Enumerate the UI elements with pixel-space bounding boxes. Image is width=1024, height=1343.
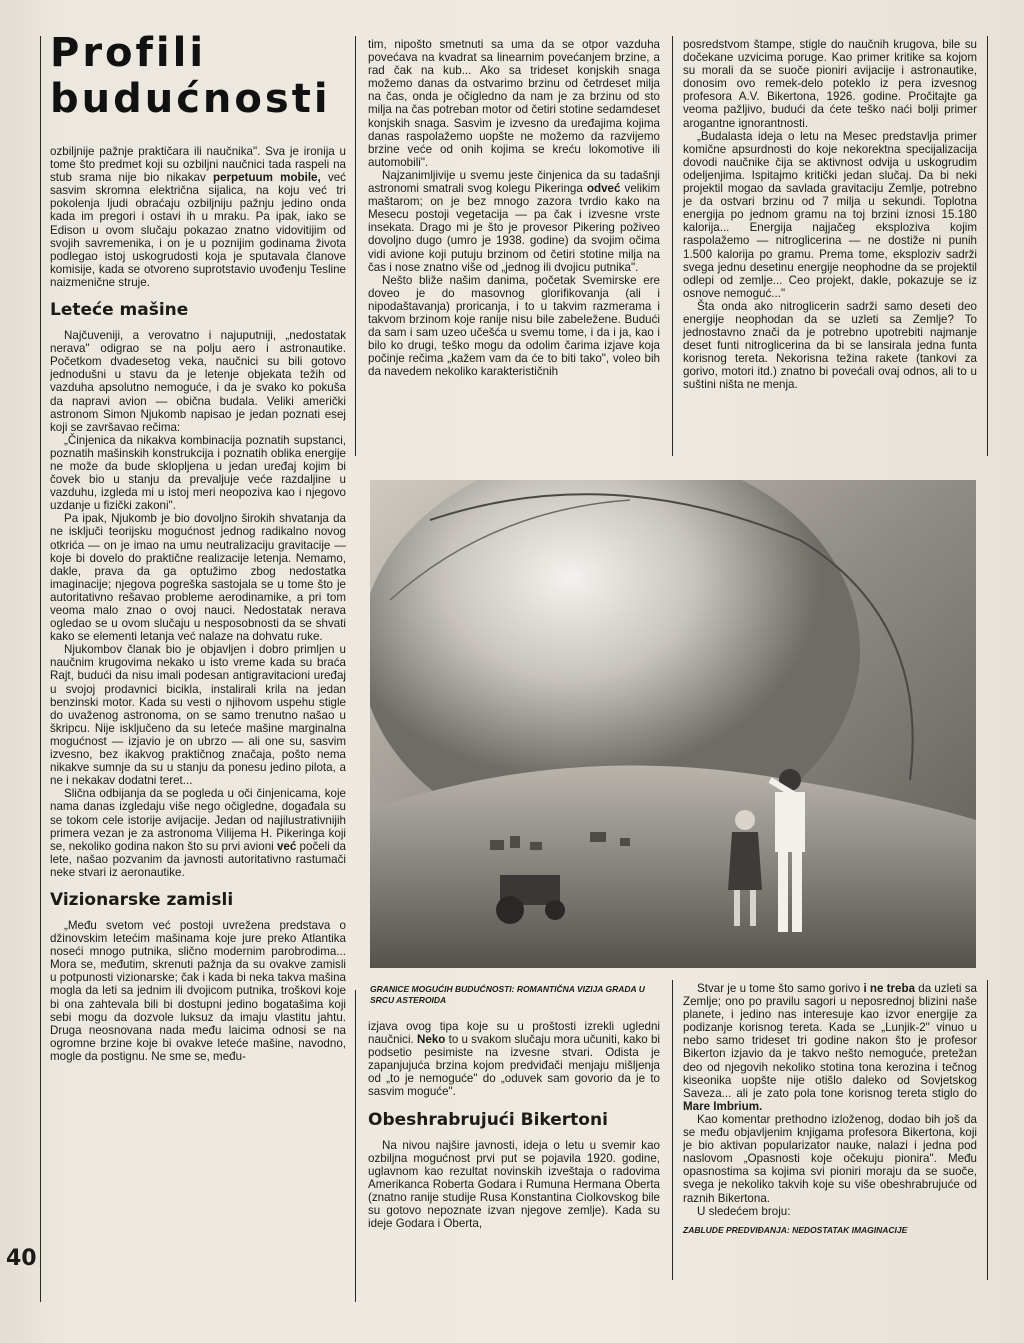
section-heading: Vizionarske zamisli — [50, 889, 234, 910]
column-rule-1b — [355, 990, 356, 1302]
paragraph: „Među svetom već postoji uvrežena predstava o džinovskim letećim mašinama koje jure preko Atlantika noseći mnogo putnika, slično modernim parobrodima... Mora se, međutim, skrenuti pažnja da su ovakve zamisli u potpunosti vizionarske; čak i kada bi neka takva mašina mogla da leti sa jednim ili dvojicom putnika, troškovi koje bi ona zahtevala bili bi dostupni jedino bogatašima koji sebi mogu da dozvole luksuz da imaju vlastitu jahtu. Druga neosnovana nada među laicima odnosi se na ogromne brzine koje bi ovakve leteće mašine, navodno, mogle da postignu. Ne sme se, među- — [50, 918, 346, 1063]
paragraph: „Činjenica da nikakva kombinacija poznatih supstanci, poznatih mašinskih konstrukcija i poznatih oblika energije ne može da bude sklopljena u jedan uređaj kojim bi čovek bio u stanju da prevaljuje veće razdaljine u vazduhu, izgleda mi u istoj meri neopozivа kao i njegovo uzdanje u fizički zakoni". — [50, 433, 346, 513]
text-column-2 — [368, 38, 660, 378]
column-rule-1 — [355, 36, 356, 456]
next-issue-title: ZABLUDE PREDVIĐANJA: NEDOSTATAK IMAGINACIJE — [683, 1224, 908, 1235]
title-line-2: budućnosti — [50, 76, 331, 122]
paragraph: posredstvom štampe, stigle do naučnih krugova, bile su dočekane uzvicima poruge. Kao primer kritike sa kojom su morali da se suoče pioniri avijacije i astronautike, donosim ovo remek-delo poteklo iz pera izvesnog profesora A.V. Bikertona, 1926. godine. Pročitajte ga veoma pažljivo, budući da ćete teško naći bolji primer arogantne ignorantnosti. — [683, 38, 977, 130]
paragraph: U sledećem broju: — [697, 1204, 791, 1218]
column-rule-right — [987, 36, 988, 456]
paragraph: Najčuveniji, a verovatno i najuputniji, „nedostatak nerava" odigrao se na polju aero i astronautike. Početkom dvadesetog veka, naučnici su bili gotovo jednodušni u stavu da je letenje objekata težih od vazduha apsolutno nemoguće, i da je svako ko pokuša da napravi avion — obična budala. Veliki američki astronom Simon Njukomb napisao je jedan poznati esej koji se završavao rečima: — [50, 329, 346, 434]
image-caption: GRANICE MOGUĆIH BUDUĆNOSTI: ROMANTIČNA VIZIJA GRADA U SRCU ASTEROIDA — [370, 984, 645, 1005]
asteroid-city-illustration — [370, 480, 976, 968]
title-line-1: Profili — [50, 30, 207, 76]
paragraph: „Budalasta ideja o letu na Mesec predstavlja primer komične apsurdnosti do koje nekorektna specijalizacija dovodi naučnike čija se aktivnost odvija u uskogrudim odeljenjima. Ispitajmo kritički jedan slučaj. Da bi neki projektil mogao da savlada gravitaciju Zemlje, potrebno je da ostvari brzinu od 7 milja u sekundi. Toplotna energija po jednom gramu na toj brzini iznosi 15.180 kalorija... Energija najjačeg eksploziva kojim raspolažemo — nitroglicerina — ne dostiže ni punih 1.500 kalorija po gramu. Prema tome, eksploziv sadrži svega jednu desetinu energije neophodne da se projektil odlepi od zemlje... Ceo projekt, dakle, pokazuje se iz osnove nemoguć..." — [683, 129, 977, 300]
paragraph: Šta onda ako nitroglicerin sadrži samo deseti deo energije neophodan da se uzleti sa Zemlje? To jednostavno znači da je potrebno upotrebiti najmanje deset funti nitroglicerina da bi se lansirala jedna funta korisnog tereta. Nekorisna težina rakete (tankovi za gorivo, motori itd.) znatno bi povećali ovaj odnos, ali to u suštini ništa ne menja. — [683, 299, 977, 392]
page-number: 40 — [6, 1246, 37, 1271]
text-column-3-bottom — [683, 982, 977, 1237]
column-rule-2 — [672, 36, 673, 456]
paragraph: Njukombov članak bio je objavljen i dobro primljen u naučnim krugovima nekako u isto vreme kada su braća Rajt, budući da nisu imali podesan antigravitacioni uređaj u svojoj prodavnici bicikla, instalirali krila na jedan benzinski motor. Kada su vesti o njihovom uspehu stigle do uvaženog astronoma, on se samo trenutno našao u škripcu. Nije isključeno da su leteće mašine marginalna mogućnost — izjavio je on ubrzo — ali one su, sasvim izvesno, bez ikakvog praktičnog značaja, pošto nema nikakve sumnje da su u stanju da ponesu jedino pilota, a ne i nekakav dodatni teret... — [50, 643, 346, 788]
paragraph: ozbiljnije pažnje praktičara ili naučnika". Sva je ironija u tome što predmet koji su ozbiljni naučnici tada raspeli na stub srama nije bio nikakav perpetuum mobile, već sasvim skromna električna sijalica, na koju već tri pokolenja ljudi obraćaju ozbiljniju pažnju jedino onda kada im pregori i ostavi ih u mraku. Pa ipak, iako se Edison u ovom slučaju pokazao znatno vidovitijim od svojih savremenika, i on je u poznijim godinama života podlegao istoj uskogrudosti koja je sputavala članove komisije, kada se otvoreno suprotstavio uvođenju Tesline naizmenične struje. — [50, 145, 346, 289]
section-heading: Obeshrabrujući Bikertoni — [368, 1109, 608, 1130]
text-column-3 — [683, 38, 977, 392]
paragraph: Stvar je u tome što samo gorivo i ne treba da uzleti sa Zemlje; ono po pravilu sagori u neposrednoj blizini naše planete, i jedino nas interesuje kao izvor energije za podizanje korisnog tereta. Kada se „Lunjik-2" vinuo u nebo samo trideset tri godine nakon što je profesor Bikerton izjavio da je takvo nešto nemoguće, pretežan deo od njegovih nekoliko stotina tona kerozina i tečnog kiseonika uopšte nije otišlo daleko od Sovjetskog Saveza... ali je zato pola tone korisnog tereta stiglo do Mare Imbrium. — [683, 982, 977, 1113]
column-rule-2b — [672, 980, 673, 1280]
paragraph: Kao komentar prethodno izloženog, dodao bih još da se među objavljenim knjigama profesora Bikertona, koji je bio aktivan popularizator nauke, nalazi i jedna pod naslovom „Opasnosti koje očekuju pionira". Među opasnostima sa kojima svi pioniri moraju da se suoče, svega je nekoliko takvih koje su više obeshrabrujuće od raznih Bikertona. — [683, 1112, 977, 1205]
column-rule-right-b — [987, 980, 988, 1280]
article-title — [50, 30, 350, 122]
paragraph: Pa ipak, Njukomb je bio dovoljno širokih shvatanja da ne isključi teorijsku mogućnost jednog radikalno novog otkrića — on je imao na umu neutralizaciju gravitacije — koje bi dovelo do praktične realizacije letenja. Nemamo, dakle, prava da ga optužimo zbog nedostatka imaginacije; njegova pogreška sastojala se u tome što je autoritativno rešavao probleme aerodinamike, a pri tom veoma malo znao o ovoj nauci. Nedostatak nerava ogledao se u ovom slučaju u nesposobnosti da se shvati kako se elementi letanja već nalaze na dohvatu ruke. — [50, 512, 346, 644]
paragraph: Na nivou najšire javnosti, ideja o letu u svemir kao ozbiljna mogućnost prvi put se pojavila 1920. godine, uglavnom kao rezultat novinskih izveštaja o radovima Amerikanca Roberta Godara i Rumuna Hermana Oberta (znatno ranije studije Rusa Konstantina Ciolkovskog bile su gotovo nepoznate izvan njegove zemlje). Kada su ideje Godara i Oberta, — [368, 1138, 660, 1231]
paragraph: Slična odbijanja da se pogleda u oči činjenicama, koje nama danas izgledaju više nego očigledne, događala su se tokom cele istorije avijacije. Jedan od najilustrativnijih primera vezan je za astronoma Vilijema H. Pikeringa koji se, nekoliko godina nakon što su prvi avioni već počeli da lete, našao pozvanim da javnosti autoritativno rastumači neke stvari iz aeronautike. — [50, 787, 346, 879]
column-rule-left — [40, 36, 41, 1302]
paragraph: izjava ovog tipa koje su u proštosti izrekli ugledni naučnici. Neko to u svakom slučaju mora učuniti, kako bi podsetio pesimiste na izvesne stvari. Odista je zapanjujuća brzina kojom predviđači menjaju mišljenja od „to je nemoguće" do „oduvek sam govorio da je to sasvim moguće". — [368, 1020, 660, 1099]
paragraph: Nešto bliže našim danima, početak Svemirske ere doveo je do masovnog glorifikovanja (ali i nipodaštavanja) proricanja, i to u takvim razmerama i takvom brzinom koje ranije nisu bile zabeležene. Budući da sam i sam uzeo učešća u svemu tome, i da i ja, kao i bilo ko drugi, teško mogu da odolim čarima izjave koja počinje rečima „kažem vam da će to biti tako", voleo bih da navedem nekoliko karakterističnih — [368, 273, 660, 379]
paragraph: Najzanimljivije u svemu jeste činjenica da su tadašnji astronomi smatrali svog kolegu Pikeringa odveć velikim maštarom; on je bez mnogo zazora tvrdio kako na Mesecu postoji vegetacija — pa čak i izvesne vrste insekata. Drago mi je što je provesor Pikering poživeo dovoljno dugo (umro je 1938. godine) da svojim očima vidi avione koji putuju brzinom od četiri stotine milja na čas i nose znatno više od „jednog ili dvojicu putnika". — [368, 168, 660, 274]
section-heading: Leteće mašine — [50, 300, 189, 321]
text-column-2-bottom — [368, 1020, 660, 1230]
paragraph: tim, nipošto smetnuti sa uma da se otpor vazduha povećava na kvadrat sa linearnim povećanjem brzine, a rad čak na kub... Ako sa trideset konjskih snaga možemo danas da ostvarimo brzinu od četrdeset milja na čas, onda je očigledno da nam je za brzinu od sto milja na čas potreban motor od četiri stotine sedamdeset konjskih snaga. Sasvim je izvesno da uređajima kojima danas raspolažemo uopšte ne možemo da razvijemo brzine veće od onih kojima se kreću lokomotive ili automobili". — [368, 38, 660, 169]
text-column-1 — [50, 145, 346, 1063]
